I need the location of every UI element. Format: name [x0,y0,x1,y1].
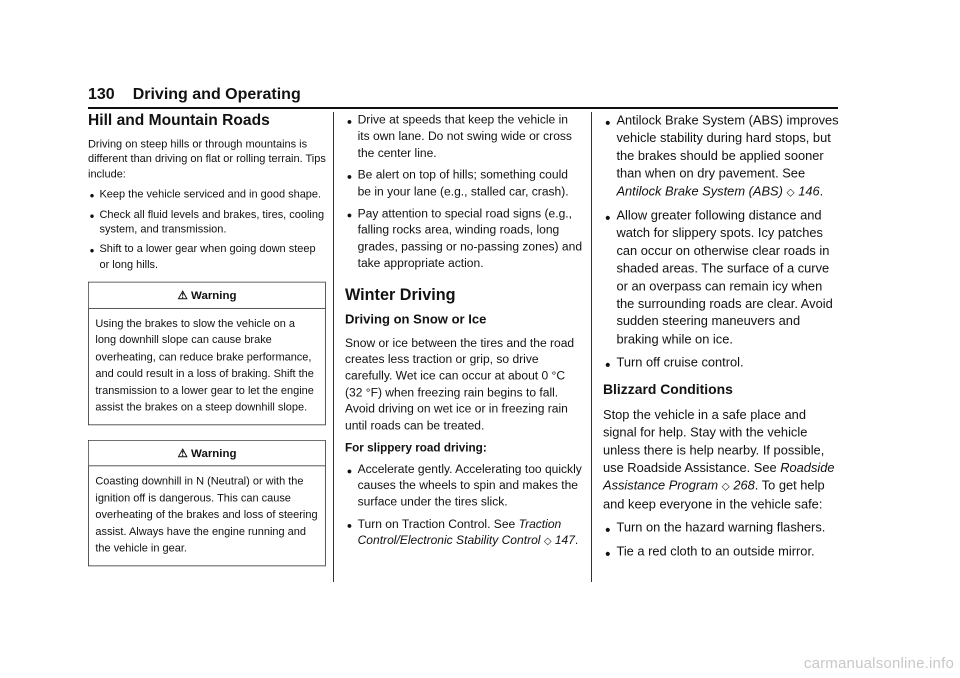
section-title: Driving and Operating [132,86,301,103]
bullet-icon: ● [346,117,353,128]
list-item: ● Turn on the hazard warning flashers. [603,519,841,537]
tips-list [88,187,326,272]
driving-tips-list [345,112,583,272]
xref-link[interactable]: Antilock Brake System (ABS) [616,183,783,199]
warning-box [88,282,326,425]
page-ref[interactable]: 268 [733,478,755,493]
list-item: ● Keep the vehicle serviced and in good shape. [88,187,326,202]
bullet-icon: ● [89,246,95,256]
list-item: ● Check all fluid levels and brakes, tires, cooling system, and transmission. [89,207,325,236]
list-item: ● Pay attention to special road signs (e.g., falling rocks area, winding roads, long grades, passing or no-passing zones) and take appropriate action. [346,206,583,270]
bullet-icon: ● [346,172,353,183]
list-item: ● Tie a red cloth to an outside mirror. [603,543,841,561]
bullet-icon: ● [604,117,611,129]
page-ref-icon: ◇ [721,480,730,493]
watermark: carmanualsonline.info [803,655,954,672]
list-item: ● Antilock Brake System (ABS) improves vehicle stability during hard stops, but the brakes should be applied sooner than when on dry pavement. See Antilock Brake System (ABS) ◇ 146. [604,112,839,199]
blizzard-paragraph: Stop the vehicle in a safe place and signal for help. Stay with the vehicle unless there is help nearby. If possible, use Roadside Assistance. See Roadside Assistance Program ◇ 268. To get help and keep everyone in the vehicle safe: [603,407,835,512]
warning-icon: ⚠ [177,446,188,460]
blizzard-list [603,519,841,560]
page-header [88,82,838,109]
xref-link[interactable]: Roadside Assistance Program [603,460,835,493]
list-item: ● Shift to a lower gear when going down steep or long hills. [89,242,316,271]
page-ref-icon: ◇ [786,186,795,199]
warning-title: ⚠ Warning [89,441,325,467]
page-ref[interactable]: 147 [554,533,575,547]
heading-snow-ice: Driving on Snow or Ice [345,312,487,327]
bullet-icon: ● [346,521,353,532]
list-item: ● Accelerate gently. Accelerating too quickly causes the wheels to spin and makes the surface under the tires slick. [346,461,582,509]
column-divider [333,112,334,582]
list-item: ● Allow greater following distance and watch for slippery spots. Icy patches can occur on otherwise clear roads in shaded areas. The surface of a curve or an overpass can remain icy when the surrounding roads are clear. Avoid sudden steering maneuvers and braking while on ice. [604,208,833,347]
slippery-label: For slippery road driving: [345,440,487,455]
bullet-icon: ● [89,211,95,221]
snow-paragraph: Snow or ice between the tires and the road creates less traction or grip, so drive carefully. Wet ice can occur at about 0 °C (32 °F) when freezing rain begins to fall. Avoid driving on wet ice or in freezing rain until roads can be treated. [345,335,575,433]
list-item: ● Be alert on top of hills; something could be in your lane (e.g., stalled car, crash). [346,167,569,199]
bullet-icon: ● [604,359,611,371]
warning-icon: ⚠ [177,288,188,302]
column-1 [88,112,326,581]
page-ref-icon: ◇ [543,536,552,547]
list-item: ● Turn off cruise control. [603,354,841,372]
column-3 [603,112,841,566]
xref-link[interactable]: Traction Control/Electronic Stability Control [357,516,562,547]
warning-text: Using the brakes to slow the vehicle on a long downhill slope can cause brake overheating, can reduce brake performance, and could result in a loss of braking. Shift the transmission to a lower gear to let the engine assist the brakes on a steep downhill slope. [95,316,314,414]
winter-tips-list [603,112,841,372]
bullet-icon: ● [604,548,611,559]
intro-paragraph: Driving on steep hills or through mountains is different than driving on flat or rolling terrain. Tips include: [88,137,326,180]
bullet-icon: ● [604,212,611,224]
heading-winter-driving: Winter Driving [345,285,456,304]
bullet-icon: ● [604,524,611,536]
slippery-list [345,461,583,550]
bullet-icon: ● [346,466,353,477]
warning-box [88,440,326,566]
list-item: ● Drive at speeds that keep the vehicle in its own lane. Do not swing wide or cross the center line. [346,112,572,160]
heading-blizzard: Blizzard Conditions [603,382,733,398]
warning-title: ⚠ Warning [89,283,325,309]
heading-hill-mountain-roads: Hill and Mountain Roads [88,112,270,130]
page-number: 130 [88,86,115,103]
page-ref[interactable]: 146 [798,183,820,199]
bullet-icon: ● [89,191,95,201]
bullet-icon: ● [346,211,353,221]
list-item: ● Turn on Traction Control. See Traction Control/Electronic Stability Control ◇ 147. [346,516,579,547]
column-divider [591,112,592,582]
warning-text: Coasting downhill in N (Neutral) or with the ignition off is dangerous. This can cause overheating of the brakes and loss of steering assist. Always have the engine running and the vehicle in gear. [95,474,318,555]
column-2 [345,112,583,555]
